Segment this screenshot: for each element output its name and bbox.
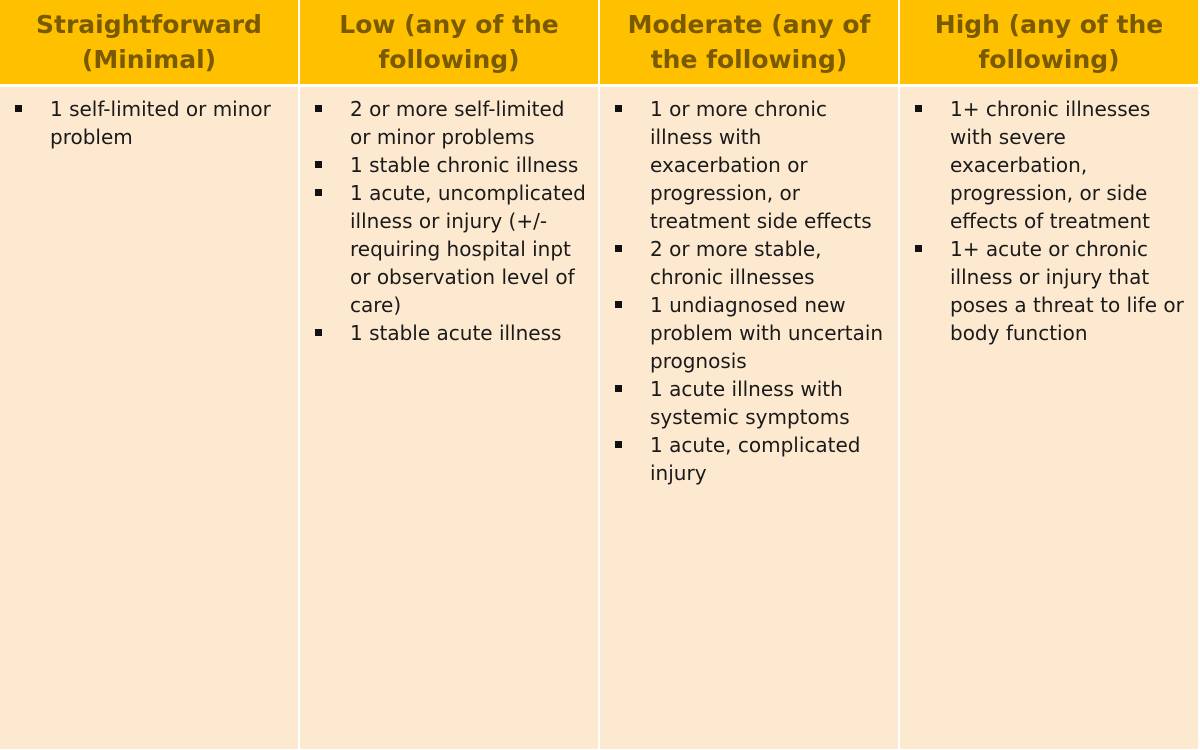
square-bullet-icon <box>315 161 322 168</box>
criteria-list <box>910 95 1188 347</box>
list-item-text: 1+ acute or chronic illness or injury that poses a threat to life or body function <box>950 237 1184 345</box>
square-bullet-icon <box>915 105 922 112</box>
square-bullet-icon <box>615 301 622 308</box>
square-bullet-icon <box>615 441 622 448</box>
list-item-text: 2 or more self-limited or minor problems <box>350 97 565 149</box>
column-body-straightforward <box>0 87 298 749</box>
list-item <box>310 319 588 347</box>
list-item <box>610 235 888 291</box>
column-header-moderate <box>600 0 898 84</box>
list-item <box>610 291 888 375</box>
list-item-text: 1+ chronic illnesses with severe exacerbation, progression, or side effects of treatment <box>950 97 1151 233</box>
list-item <box>610 95 888 235</box>
list-item-text: 1 stable acute illness <box>350 321 562 345</box>
column-header-low <box>300 0 598 84</box>
column-body-high <box>900 87 1198 749</box>
square-bullet-icon <box>915 245 922 252</box>
list-item-text: 1 acute illness with systemic symptoms <box>650 377 850 429</box>
criteria-list <box>10 95 288 151</box>
criteria-list <box>310 95 588 347</box>
square-bullet-icon <box>615 105 622 112</box>
square-bullet-icon <box>615 245 622 252</box>
square-bullet-icon <box>15 105 22 112</box>
column-header-label: Straightforward (Minimal) <box>36 10 262 74</box>
list-item <box>310 151 588 179</box>
list-item-text: 1 self-limited or minor problem <box>50 97 271 149</box>
list-item <box>310 179 588 319</box>
column-header-label: Moderate (any of the following) <box>627 10 871 74</box>
list-item <box>310 95 588 151</box>
list-item-text: 1 acute, uncomplicated illness or injury (+/- requiring hospital inpt or observation level of care) <box>350 181 586 317</box>
list-item <box>10 95 288 151</box>
list-item-text: 1 stable chronic illness <box>350 153 579 177</box>
column-header-straightforward <box>0 0 298 84</box>
list-item <box>910 235 1188 347</box>
column-body-moderate <box>600 87 898 749</box>
column-header-label: Low (any of the following) <box>339 10 559 74</box>
square-bullet-icon <box>315 105 322 112</box>
column-header-label: High (any of the following) <box>934 10 1164 74</box>
list-item-text: 1 or more chronic illness with exacerbation or progression, or treatment side effects <box>650 97 872 233</box>
list-item <box>910 95 1188 235</box>
list-item-text: 1 undiagnosed new problem with uncertain prognosis <box>650 293 884 373</box>
square-bullet-icon <box>615 385 622 392</box>
list-item <box>610 431 888 487</box>
list-item-text: 2 or more stable, chronic illnesses <box>650 237 822 289</box>
criteria-list <box>610 95 888 487</box>
square-bullet-icon <box>315 189 322 196</box>
square-bullet-icon <box>315 329 322 336</box>
column-body-low <box>300 87 598 749</box>
list-item-text: 1 acute, complicated injury <box>650 433 861 485</box>
list-item <box>610 375 888 431</box>
column-header-high <box>900 0 1198 84</box>
